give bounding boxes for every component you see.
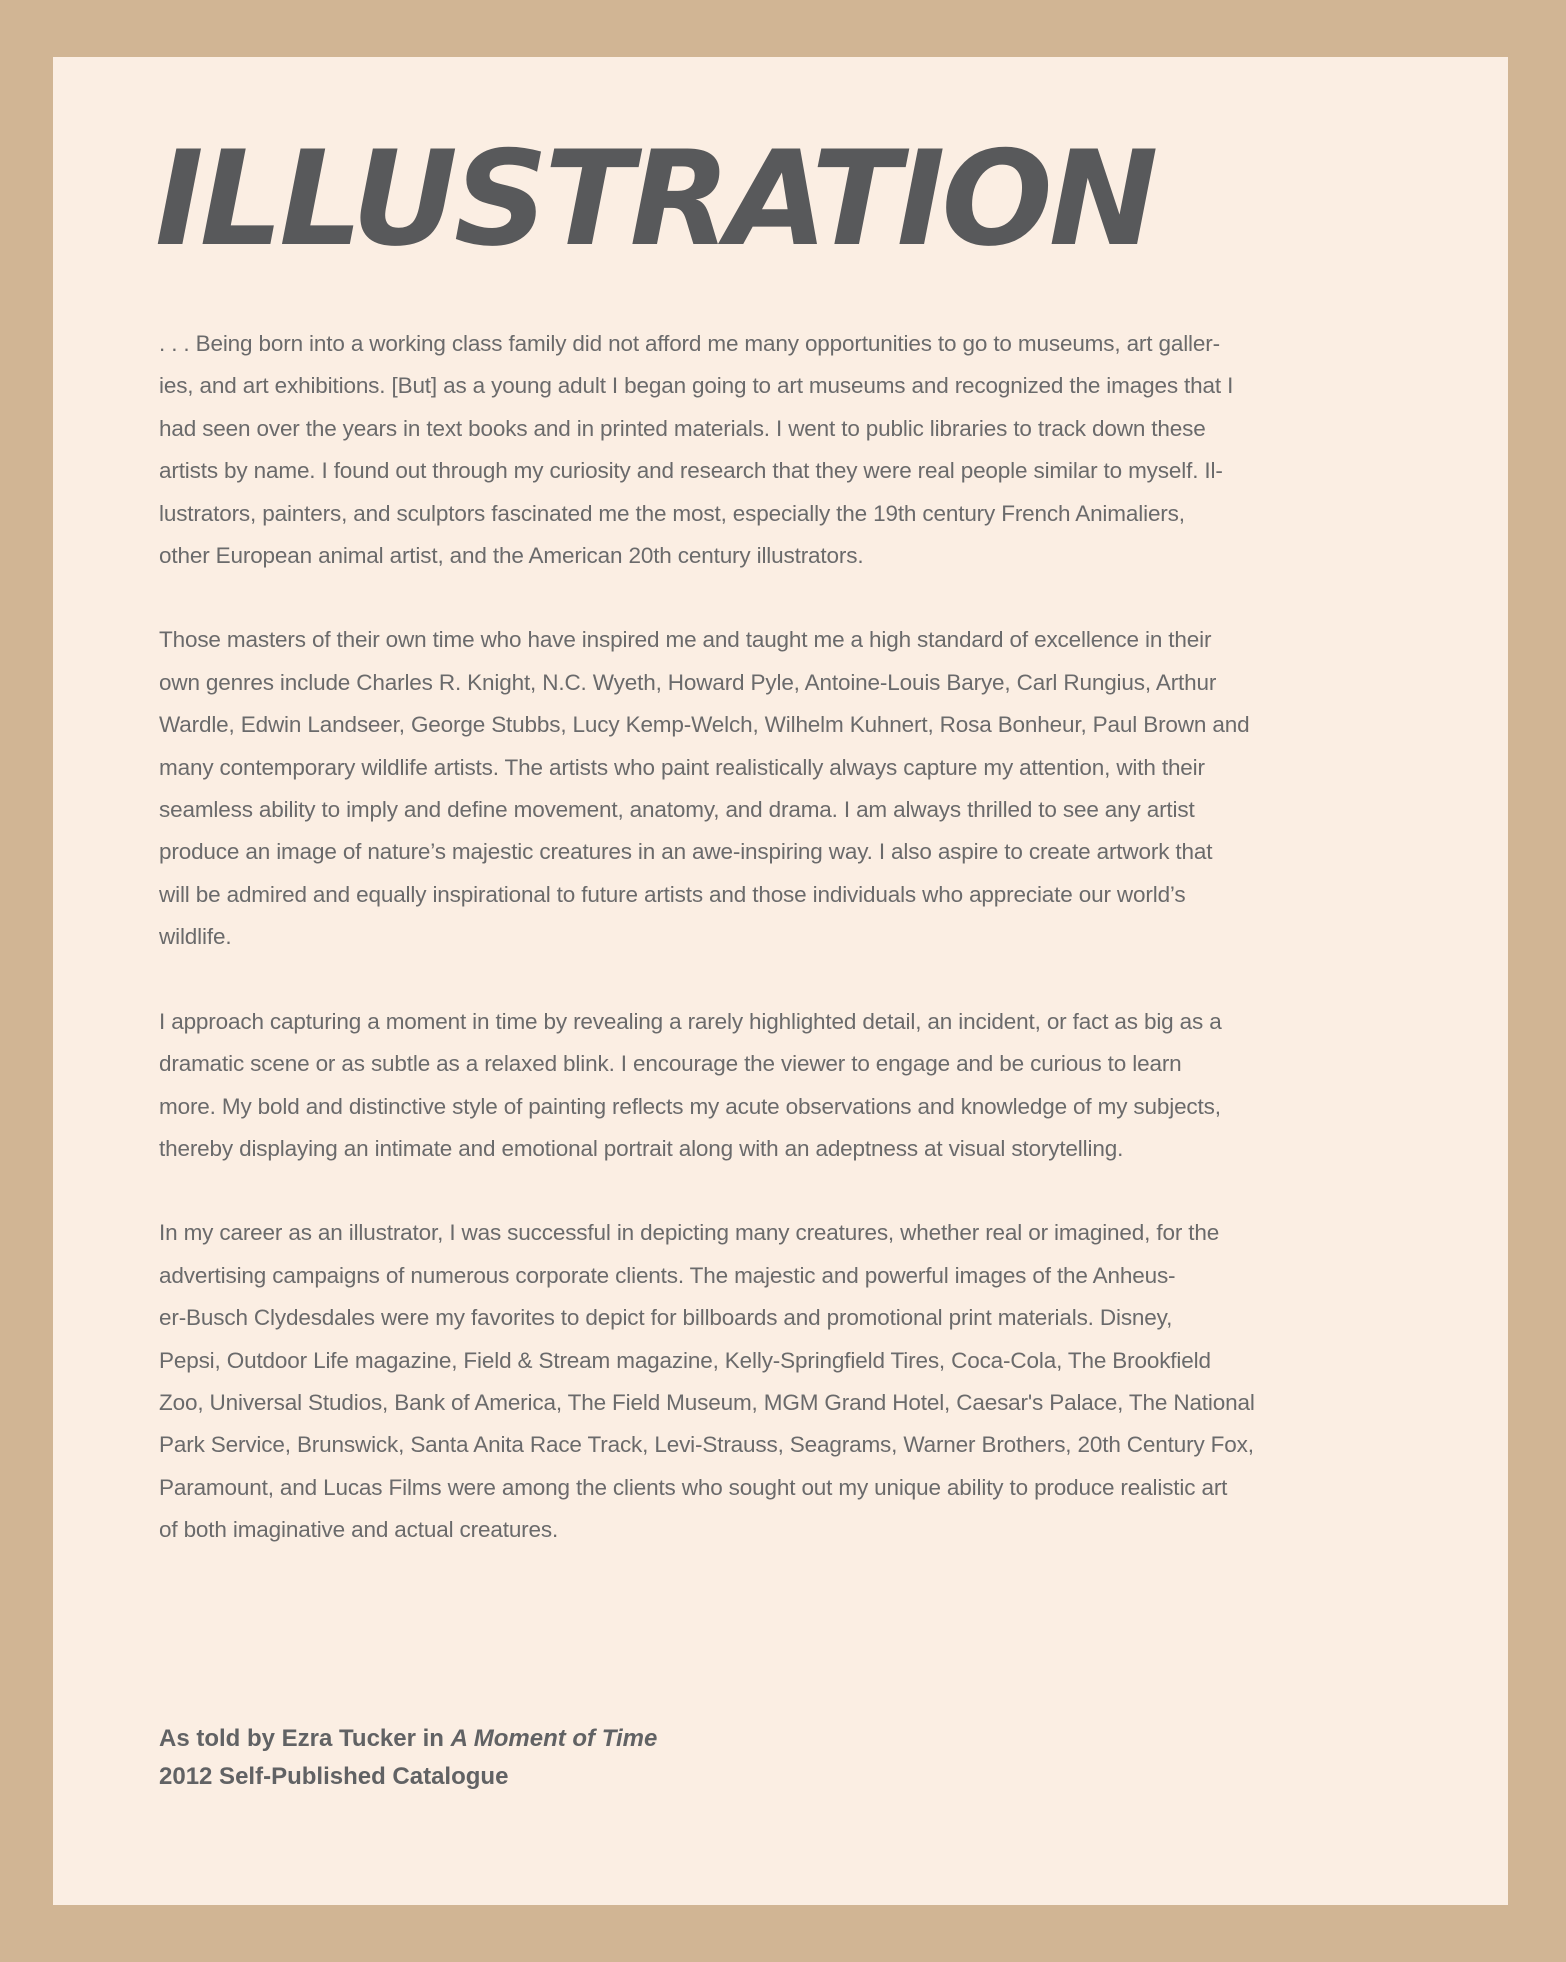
book-title: A Moment of Time bbox=[450, 1725, 658, 1752]
attribution-subtitle: 2012 Self-Published Catalogue bbox=[159, 1763, 509, 1790]
text-line: . . . Being born into a working class family did not afford me many opportunities to go to museums, art galler- bbox=[159, 331, 1220, 356]
paragraph-2 bbox=[159, 619, 1409, 958]
attribution bbox=[159, 1720, 657, 1796]
text-line: of both imaginative and actual creatures. bbox=[159, 1517, 559, 1543]
text-line: other European animal artist, and the American 20th century illustrators. bbox=[159, 543, 864, 569]
text-line: many contemporary wildlife artists. The artists who paint realistically always capture my attention, with their bbox=[159, 754, 1205, 780]
text-line: seamless ability to imply and define movement, anatomy, and drama. I am always thrilled to see any artist bbox=[159, 797, 1195, 823]
text-line: produce an image of nature’s majestic creatures in an awe-inspiring way. I also aspire to create artwork that bbox=[159, 839, 1213, 865]
page-title: ILLUSTRATION bbox=[155, 122, 1155, 275]
paragraph-4 bbox=[159, 1212, 1409, 1551]
text-line: had seen over the years in text books and in printed materials. I went to public libraries to track down these bbox=[159, 415, 1206, 441]
attribution-line bbox=[159, 1720, 657, 1758]
text-line: artists by name. I found out through my curiosity and research that they were real people similar to myself. Il- bbox=[159, 458, 1223, 484]
page-panel bbox=[53, 57, 1508, 1905]
text-line: Pepsi, Outdoor Life magazine, Field & Stream magazine, Kelly-Springfield Tires, Coca-Cola, The Brookfield bbox=[159, 1347, 1211, 1373]
text-line: Wardle, Edwin Landseer, George Stubbs, Lucy Kemp-Welch, Wilhelm Kuhnert, Rosa Bonheur, Paul Brown and bbox=[159, 712, 1250, 738]
text-line: wildlife. bbox=[159, 924, 232, 950]
body-text bbox=[159, 323, 1409, 1594]
text-line: ies, and art exhibitions. [But] as a young adult I began going to art museums and recognized the images that I bbox=[159, 373, 1234, 399]
attribution-prefix: As told by Ezra Tucker in bbox=[159, 1725, 451, 1752]
paragraph-1 bbox=[159, 323, 1409, 577]
text-line: er-Busch Clydesdales were my favorites to depict for billboards and promotional print materials. Disney, bbox=[159, 1305, 1173, 1331]
text-line: will be admired and equally inspirational to future artists and those individuals who appreciate our world’s bbox=[159, 881, 1186, 907]
text-line: advertising campaigns of numerous corporate clients. The majestic and powerful images of the Anheus- bbox=[159, 1262, 1176, 1288]
text-line: Those masters of their own time who have inspired me and taught me a high standard of excellence in their bbox=[159, 627, 1212, 653]
text-line: Paramount, and Lucas Films were among the clients who sought out my unique ability to produce realistic art bbox=[159, 1474, 1228, 1500]
text-line: Zoo, Universal Studios, Bank of America, The Field Museum, MGM Grand Hotel, Caesar's Palace, The National bbox=[159, 1389, 1255, 1415]
text-line: lustrators, painters, and sculptors fascinated me the most, especially the 19th century French Animaliers, bbox=[159, 500, 1185, 526]
text-line: own genres include Charles R. Knight, N.C. Wyeth, Howard Pyle, Antoine-Louis Barye, Carl Rungius, Arthur bbox=[159, 669, 1217, 695]
text-line: more. My bold and distinctive style of painting reflects my acute observations and knowledge of my subjects, bbox=[159, 1093, 1221, 1119]
text-line: I approach capturing a moment in time by revealing a rarely highlighted detail, an incident, or fact as big as a bbox=[159, 1008, 1222, 1034]
text-line: thereby displaying an intimate and emotional portrait along with an adeptness at visual storytelling. bbox=[159, 1135, 1124, 1161]
paragraph-3 bbox=[159, 1001, 1409, 1171]
text-line: In my career as an illustrator, I was successful in depicting many creatures, whether real or imagined, for the bbox=[159, 1220, 1220, 1246]
text-line: Park Service, Brunswick, Santa Anita Race Track, Levi-Strauss, Seagrams, Warner Brothers, 20th Century Fox, bbox=[159, 1432, 1254, 1458]
text-line: dramatic scene or as subtle as a relaxed blink. I encourage the viewer to engage and be curious to learn bbox=[159, 1051, 1182, 1077]
